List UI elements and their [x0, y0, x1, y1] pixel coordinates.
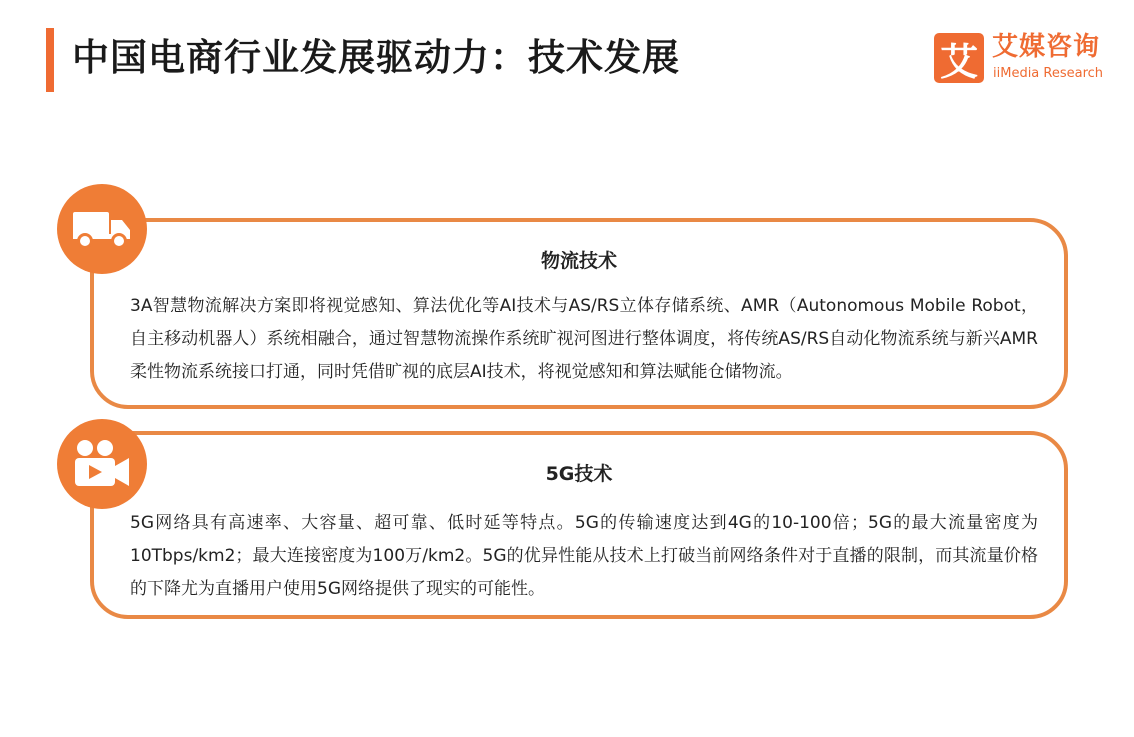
video-camera-badge — [57, 419, 147, 509]
title-accent-bar — [46, 28, 54, 92]
card-body: 5G网络具有高速率、大容量、超可靠、低时延等特点。5G的传输速度达到4G的10-100倍；5G的最大流量密度为10Tbps/km2；最大连接密度为100万/km2。5G的优异性能从技术上打破当前网络条件对于直播的限制，而其流量价格的下降尤为直播用户使用5G网络提供了现实的可能性。 — [130, 513, 1038, 599]
truck-icon — [71, 208, 133, 250]
logistics-tech-card — [90, 218, 1068, 409]
logo-name-cn: 艾媒咨询 — [992, 32, 1101, 62]
logo-name-en: iiMedia Research — [993, 66, 1104, 81]
page-title: 中国电商行业发展驱动力：技术发展 — [72, 36, 680, 79]
brand-logo — [934, 31, 1114, 85]
card-body: 3A智慧物流解决方案即将视觉感知、算法优化等AI技术与AS/RS立体存储系统、AMR（Autonomous Mobile Robot，自主移动机器人）系统相融合，通过智慧物流操作系统旷视河图进行整体调度，将传统AS/RS自动化物流系统与新兴AMR柔性物流系统接口打通，同时凭借旷视的底层AI技术，将视觉感知和算法赋能仓储物流。 — [130, 296, 1038, 382]
logo-mark: 艾 — [934, 33, 984, 83]
video-camera-icon — [71, 438, 133, 490]
5g-tech-card — [90, 431, 1068, 619]
truck-badge — [57, 184, 147, 274]
card-heading: 5G技术 — [545, 463, 613, 485]
card-heading: 物流技术 — [540, 250, 617, 272]
